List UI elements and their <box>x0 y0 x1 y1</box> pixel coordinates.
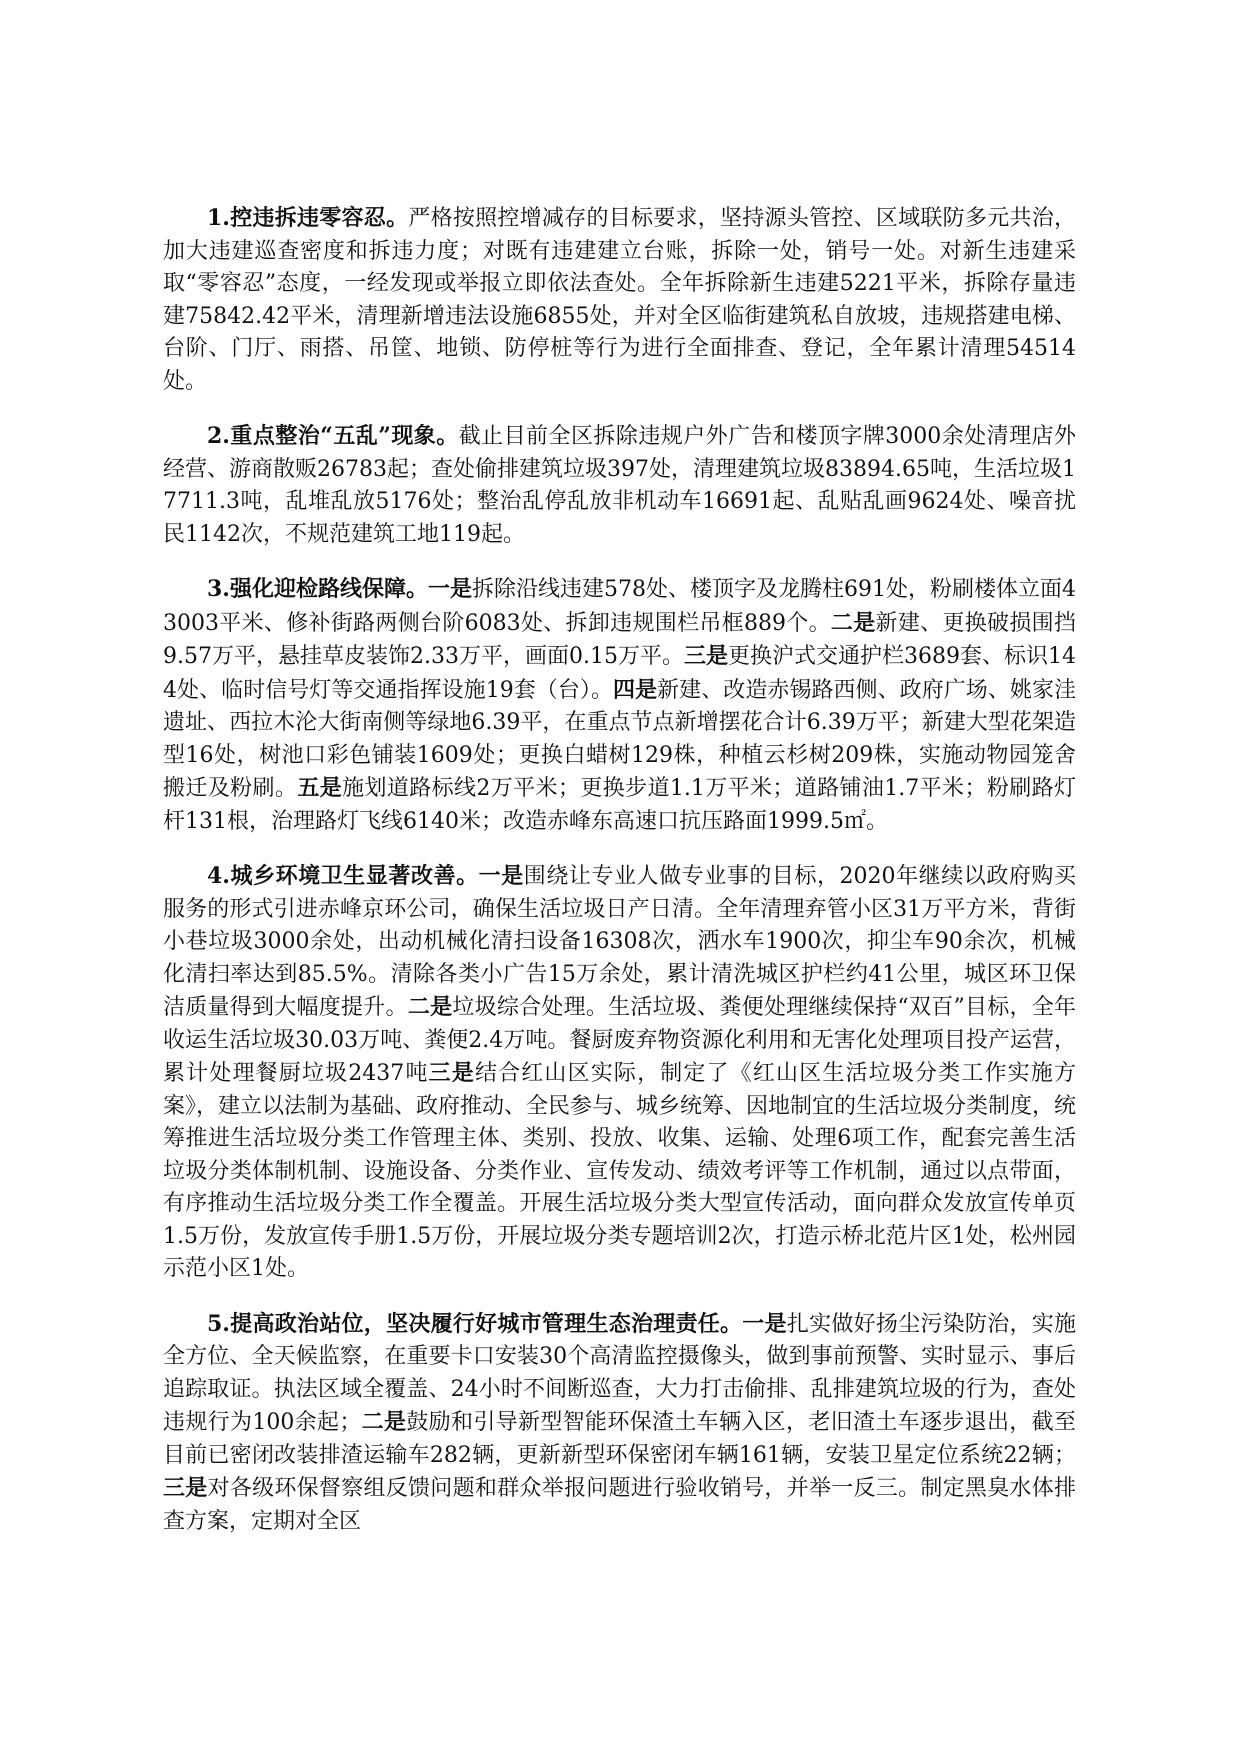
paragraph-2-heading: 2.重点整治“五乱”现象。 <box>207 423 459 449</box>
item-text: 施划道路标线2万平米；更换步道1.1万平米；道路铺油1.7平米；粉刷路灯杆131根，治理路灯飞线6140米；改造赤峰东高速口抗压路面1999.5㎡。 <box>163 776 1076 834</box>
item-marker-second: 二是 <box>830 609 876 636</box>
item-marker-second: 二是 <box>407 994 453 1020</box>
paragraph-1 <box>163 202 1076 398</box>
item-marker-fifth: 五是 <box>297 775 343 801</box>
item-text: 更换沪式交通护栏3689套、标识144处、临时信号灯等交通指挥设施19套（台）。 <box>163 644 1076 703</box>
item-marker-third: 三是 <box>428 1060 475 1086</box>
item-text: 新建、改造赤锡路西侧、政府广场、姚家洼遗址、西拉木沦大街南侧等绿地6.39平，在重点节点新增摆花合计6.39万平；新建大型花架造型16处，树池口彩色铺装1609处；更换白蜡树129株，种植云杉树209株，实施动物园笼舍搬迁及粉刷。 <box>163 677 1076 801</box>
item-text: 结合红山区实际，制定了《红山区生活垃圾分类工作实施方案》，建立以法制为基础、政府推动、全民参与、城乡统筹、因地制宜的生活垃圾分类制度，统筹推进生活垃圾分类工作管理主体、类别、投放、收集、运输、处理6项工作，配套完善生活垃圾分类体制机制、设施设备、分类作业、宣传发动、绩效考评等工作机制，通过以点带面，有序推动生活垃圾分类工作全覆盖。开展生活垃圾分类大型宣传活动，面向群众发放宣传单页1.5万份，发放宣传手册1.5万份，开展垃圾分类专题培训2次，打造示桥北范片区1处，松州园示范小区1处。 <box>163 1061 1077 1281</box>
item-marker-first: 一是 <box>742 1310 787 1337</box>
item-marker-first: 一是 <box>427 576 472 602</box>
item-text: 扎实做好扬尘污染防治，实施全方位、全天候监察，在重要卡口安装30个高清监控摄像头，做到事前预警、实时显示、事后追踪取证。执法区域全覆盖、24小时不间断巡查，大力打击偷排、乱排建筑垃圾的行为，查处违规行为100余起； <box>163 1311 1076 1435</box>
item-marker-fourth: 四是 <box>613 676 658 703</box>
paragraph-3-heading: 3.强化迎检路线保障。 <box>207 576 428 602</box>
paragraph-1-heading: 1.控违拆违零容忍。 <box>207 205 409 231</box>
paragraph-2 <box>163 420 1076 551</box>
paragraph-1-body: 严格按照控增减存的目标要求，坚持源头管控、区域联防多元共治，加大违建巡查密度和拆违力度；对既有违建建立台账，拆除一处，销号一处。对新生违建采取“零容忍”态度，一经发现或举报立即依法查处。全年拆除新生违建5221平米，拆除存量违建75842.42平米，清理新增违法设施6855处，并对全区临街建筑私自放坡，违规搭建电梯、台阶、门厅、雨搭、吊筐、地锁、防停桩等行为进行全面排查、登记，全年累计清理54514处。 <box>163 206 1076 394</box>
item-text: 垃圾综合处理。生活垃圾、粪便处理继续保持“双百”目标，全年收运生活垃圾30.03万吨、粪便2.4万吨。餐厨废弃物资源化利用和无害化处理项目投产运营，累计处理餐厨垃圾2437吨 <box>163 995 1076 1086</box>
item-marker-third: 三是 <box>683 643 728 669</box>
paragraph-4 <box>163 860 1076 1286</box>
item-marker-third: 三是 <box>163 1475 208 1501</box>
paragraph-3 <box>163 573 1076 838</box>
item-text: 围绕让专业人做专业事的目标，2020年继续以政府购买服务的形式引进赤峰京环公司，确保生活垃圾日产日清。全年清理弃管小区31万平方米，背街小巷垃圾3000余处，出动机械化清扫设备16308次，洒水车1900次，抑尘车90余次，机械化清扫率达到85.5%。清除各类小广告15万余处，累计清洗城区护栏约41公里，城区环卫保洁质量得到大幅度提升。 <box>163 864 1076 1020</box>
item-text: 对各级环保督察组反馈问题和群众举报问题进行验收销号，并举一反三。制定黑臭水体排查方案，定期对全区 <box>163 1476 1076 1534</box>
item-text: 鼓励和引导新型智能环保渣土车辆入区，老旧渣土车逐步退出，截至目前已密闭改装排渣运输车282辆，更新新型环保密闭车辆161辆，安装卫星定位系统22辆； <box>163 1410 1076 1468</box>
item-marker-second: 二是 <box>361 1409 407 1435</box>
item-text: 拆除沿线违建578处、楼顶字及龙腾柱691处，粉刷楼体立面43003平米、修补街路两侧台阶6083处、拆卸违规围栏吊框889个。 <box>163 577 1077 636</box>
paragraph-4-heading: 4.城乡环境卫生显著改善。 <box>207 863 479 889</box>
paragraph-5-heading: 5.提高政治站位，坚决履行好城市管理生态治理责任。 <box>207 1310 743 1337</box>
item-marker-first: 一是 <box>478 863 524 889</box>
item-text: 新建、更换破损围挡9.57万平，悬挂草皮装饰2.33万平，画面0.15万平。 <box>163 610 1076 669</box>
paragraph-5 <box>163 1308 1076 1539</box>
paragraph-2-body: 截止目前全区拆除违规户外广告和楼顶字牌3000余处清理店外经营、游商散贩26783起；查处偷排建筑垃圾397处，清理建筑垃圾83894.65吨，生活垃圾17711.3吨，乱堆乱放5176处；整治乱停乱放非机动车16691起、乱贴乱画9624处、噪音扰民1142次，不规范建筑工地119起。 <box>163 424 1076 547</box>
